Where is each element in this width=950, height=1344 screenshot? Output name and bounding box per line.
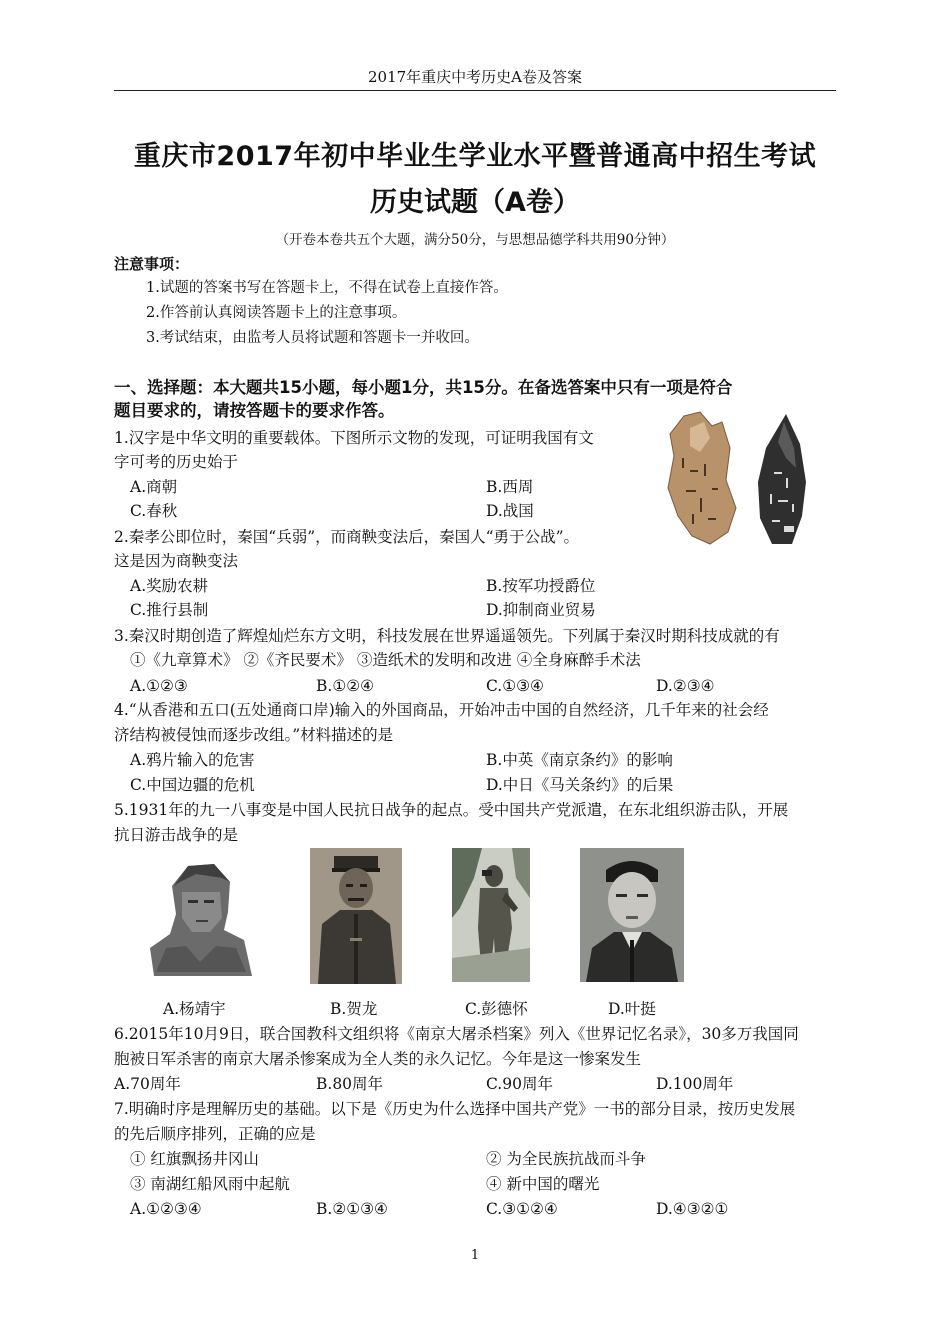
q7-item-3: ③ 南湖红船风雨中起航 [130, 1175, 290, 1193]
q5-stem-line1: 5.1931年的九一八事变是中国人民抗日战争的起点。受中国共产党派遣，在东北组织游击队，开展 [114, 801, 789, 819]
q2-option-b: B.按军功授爵位 [486, 577, 596, 595]
q6-option-a: A.70周年 [114, 1075, 181, 1093]
q4-option-c: C.中国边疆的危机 [130, 776, 255, 794]
q7-item-2: ② 为全民族抗战而斗争 [486, 1150, 646, 1168]
q2-option-d: D.抑制商业贸易 [486, 601, 596, 619]
q4-stem-line2: 济结构被侵蚀而逐步改组。”材料描述的是 [114, 726, 394, 744]
q7-item-1: ① 红旗飘扬井冈山 [130, 1150, 259, 1168]
q7-item-4: ④ 新中国的曙光 [486, 1175, 600, 1193]
q5-option-c: C.彭德怀 [465, 1000, 528, 1018]
q6-option-d: D.100周年 [656, 1075, 734, 1093]
q4-option-b: B.中英《南京条约》的影响 [486, 751, 673, 769]
q6-stem-line2: 胞被日军杀害的南京大屠杀惨案成为全人类的永久记忆。今年是这一惨案发生 [114, 1050, 642, 1068]
q7-option-b: B.②①③④ [316, 1200, 388, 1218]
exam-title: 重庆市2017年初中毕业生学业水平暨普通高中招生考试 [133, 141, 817, 172]
q5-option-b: B.贺龙 [330, 1000, 378, 1018]
q7-option-d: D.④③②① [656, 1200, 729, 1218]
q2-option-a: A.奖励农耕 [130, 577, 209, 595]
q3-stem-line1: 3.秦汉时期创造了辉煌灿烂东方文明，科技发展在世界遥遥领先。下列属于秦汉时期科技成就的有 [114, 627, 780, 645]
q1-stem-line1: 1.汉字是中华文明的重要载体。下图所示文物的发现，可证明我国有文 [114, 429, 594, 447]
page-header: 2017年重庆中考历史A卷及答案 [114, 66, 836, 91]
q5-option-d: D.叶挺 [608, 1000, 656, 1018]
exam-info: （开卷本卷共五个大题，满分50分，与思想品德学科共用90分钟） [275, 232, 675, 248]
q3-option-b: B.①②④ [316, 677, 375, 695]
q1-option-d: D.战国 [486, 502, 534, 520]
exam-subtitle-title: 历史试题（A卷） [370, 187, 580, 218]
section1-heading-line1: 一、选择题：本大题共15小题，每小题1分，共15分。在备选答案中只有一项是符合 [114, 378, 733, 397]
q7-option-a: A.①②③④ [130, 1200, 202, 1218]
q2-stem-line2: 这是因为商鞅变法 [114, 552, 239, 570]
q4-option-d: D.中日《马关条约》的后果 [486, 776, 674, 794]
notice-item-1: 1.试题的答案书写在答题卡上，不得在试卷上直接作答。 [146, 280, 508, 296]
page-number: 1 [470, 1248, 480, 1263]
q6-option-b: B.80周年 [316, 1075, 384, 1093]
notice-item-2: 2.作答前认真阅读答题卡上的注意事项。 [146, 305, 407, 321]
notice-heading: 注意事项： [114, 255, 190, 273]
q3-choices: ①《九章算术》 ②《齐民要术》 ③造纸术的发明和改进 ④全身麻醉手术法 [130, 651, 641, 669]
q4-option-a: A.鸦片输入的危害 [130, 751, 255, 769]
q6-stem-line1: 6.2015年10月9日，联合国教科文组织将《南京大屠杀档案》列入《世界记忆名录》，30多万我国同 [114, 1025, 799, 1043]
q5-stem-line2: 抗日游击战争的是 [114, 826, 239, 844]
q4-stem-line1: 4.“从香港和五口(五处通商口岸)输入的外国商品，开始冲击中国的自然经济，几千年来的社会经 [114, 701, 769, 719]
q3-option-c: C.①③④ [486, 677, 544, 695]
q1-option-b: B.西周 [486, 478, 534, 496]
oracle-bone-image [660, 408, 820, 548]
q1-stem-line2: 字可考的历史始于 [114, 453, 239, 471]
section1-heading-line2: 题目要求的，请按答题卡的要求作答。 [114, 401, 395, 420]
portrait-peng-dehuai-image [452, 848, 530, 982]
q1-option-a: A.商朝 [130, 478, 178, 496]
q3-option-a: A.①②③ [130, 677, 188, 695]
portrait-statue-image [136, 852, 264, 980]
q7-stem-line1: 7.明确时序是理解历史的基础。以下是《历史为什么选择中国共产党》一书的部分目录，按历史发展 [114, 1100, 796, 1118]
q6-option-c: C.90周年 [486, 1075, 553, 1093]
q1-option-c: C.春秋 [130, 502, 178, 520]
q5-option-a: A.杨靖宇 [163, 1000, 226, 1018]
q7-option-c: C.③①②④ [486, 1200, 558, 1218]
portrait-he-long-image [310, 848, 402, 984]
q3-option-d: D.②③④ [656, 677, 715, 695]
notice-item-3: 3.考试结束，由监考人员将试题和答题卡一并收回。 [146, 330, 479, 346]
q2-option-c: C.推行县制 [130, 601, 209, 619]
q7-stem-line2: 的先后顺序排列，正确的应是 [114, 1125, 316, 1143]
q2-stem-line1: 2.秦孝公即位时，秦国“兵弱”，而商鞅变法后，秦国人“勇于公战”。 [114, 528, 579, 546]
portrait-ye-ting-image [580, 848, 684, 982]
